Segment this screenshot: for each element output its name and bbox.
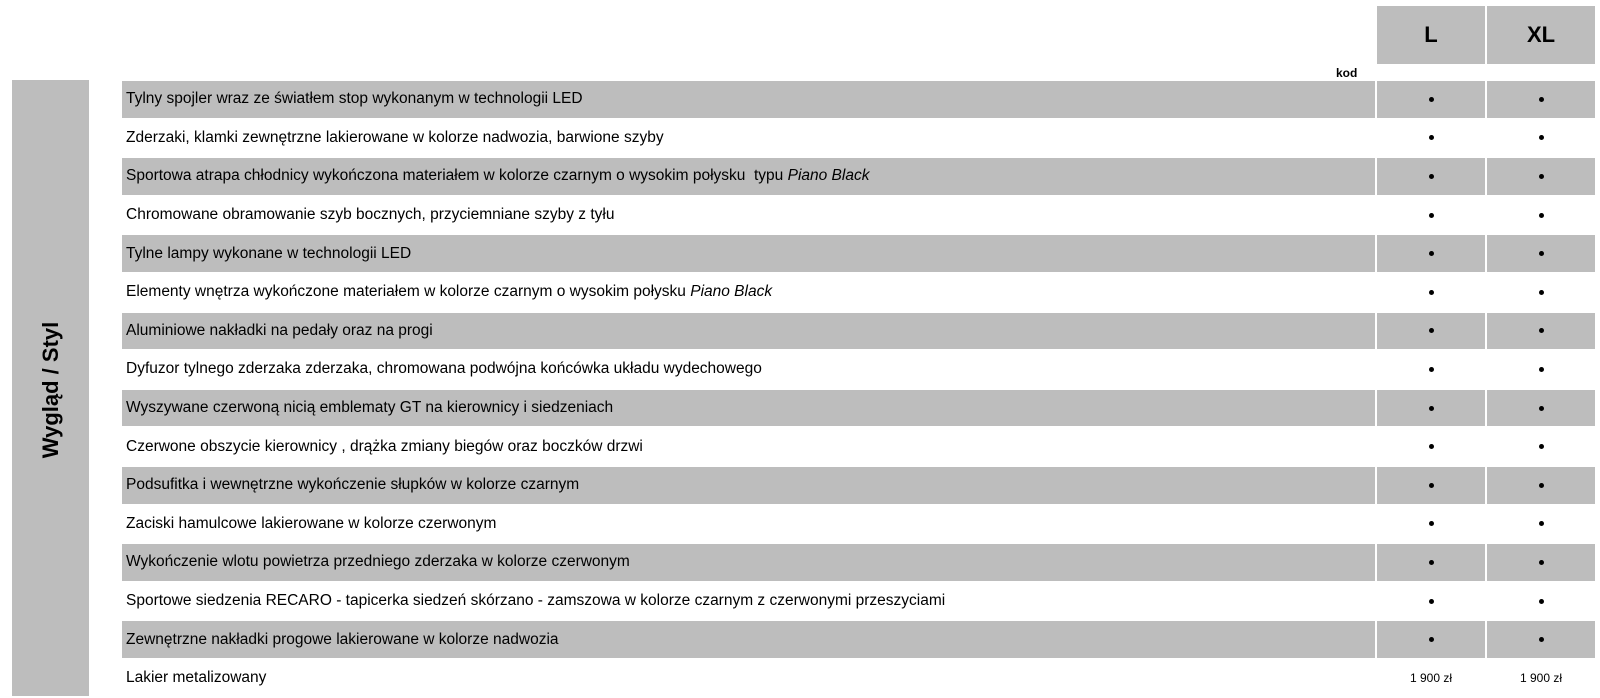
table-row — [0, 312, 1600, 351]
value-cell-l — [1377, 274, 1485, 311]
feature-text: Aluminiowe nakładki na pedały oraz na progi — [126, 321, 433, 339]
kod-cell — [1316, 660, 1375, 697]
value-cell-xl — [1487, 158, 1595, 195]
included-bullet — [1539, 135, 1544, 140]
value-cell-xl — [1487, 351, 1595, 388]
price-value: 1 900 zł — [1409, 671, 1453, 686]
table-row — [0, 119, 1600, 158]
value-cell-xl — [1487, 197, 1595, 234]
feature-description — [122, 621, 1318, 658]
included-bullet — [1429, 135, 1434, 140]
included-bullet — [1539, 637, 1544, 642]
value-cell-l — [1377, 197, 1485, 234]
value-cell-xl — [1487, 81, 1595, 118]
kod-cell — [1316, 621, 1375, 658]
price-value: 1 900 zł — [1519, 671, 1563, 686]
included-bullet — [1539, 599, 1544, 604]
column-header-l: L — [1377, 6, 1485, 64]
feature-description — [122, 506, 1318, 543]
kod-cell — [1316, 428, 1375, 465]
included-bullet — [1539, 521, 1544, 526]
table-row — [0, 157, 1600, 196]
value-cell-l — [1377, 81, 1485, 118]
equipment-table — [0, 80, 1600, 698]
kod-cell — [1316, 351, 1375, 388]
feature-text: Podsufitka i wewnętrzne wykończenie słupków w kolorze czarnym — [126, 476, 580, 494]
feature-description — [122, 158, 1318, 195]
included-bullet — [1539, 213, 1544, 218]
section-label: Wygląd / Styl — [37, 321, 63, 459]
feature-description — [122, 428, 1318, 465]
table-row — [0, 389, 1600, 428]
included-bullet — [1429, 637, 1434, 642]
included-bullet — [1539, 560, 1544, 565]
table-row — [0, 659, 1600, 698]
included-bullet — [1539, 328, 1544, 333]
feature-description — [122, 390, 1318, 427]
value-cell-xl — [1487, 544, 1595, 581]
table-row — [0, 80, 1600, 119]
column-header-kod: kod — [1336, 66, 1358, 80]
value-cell-xl — [1487, 235, 1595, 272]
value-cell-l — [1377, 313, 1485, 350]
table-row — [0, 505, 1600, 544]
feature-description — [122, 583, 1318, 620]
feature-text: Zewnętrzne nakładki progowe lakierowane w kolorze nadwozia — [126, 630, 559, 648]
table-row — [0, 196, 1600, 235]
feature-text: Tylne lampy wykonane w technologii LED — [126, 244, 412, 262]
kod-cell — [1316, 313, 1375, 350]
included-bullet — [1429, 521, 1434, 526]
value-cell-xl — [1487, 506, 1595, 543]
kod-cell — [1316, 235, 1375, 272]
value-cell-l — [1377, 506, 1485, 543]
included-bullet — [1429, 213, 1434, 218]
included-bullet — [1429, 97, 1434, 102]
included-bullet — [1429, 560, 1434, 565]
kod-cell — [1316, 120, 1375, 157]
kod-cell — [1316, 467, 1375, 504]
value-cell-xl — [1487, 583, 1595, 620]
value-cell-xl — [1487, 390, 1595, 427]
table-row — [0, 273, 1600, 312]
table-row — [0, 620, 1600, 659]
value-cell-l — [1377, 467, 1485, 504]
feature-text: Elementy wnętrza wykończone materiałem w kolorze czarnym o wysokim połysku — [126, 283, 691, 301]
value-cell-xl — [1487, 428, 1595, 465]
value-cell-l — [1377, 428, 1485, 465]
value-cell-l — [1377, 621, 1485, 658]
feature-text: Dyfuzor tylnego zderzaka zderzaka, chromowana podwójna końcówka układu wydechowego — [126, 360, 762, 378]
included-bullet — [1539, 290, 1544, 295]
feature-description — [122, 235, 1318, 272]
feature-text: Zderzaki, klamki zewnętrzne lakierowane w kolorze nadwozia, barwione szyby — [126, 128, 664, 146]
feature-text-italic: Piano Black — [690, 283, 773, 301]
kod-cell — [1316, 506, 1375, 543]
feature-description — [122, 544, 1318, 581]
feature-text: Wykończenie wlotu powietrza przedniego zderzaka w kolorze czerwonym — [126, 553, 630, 571]
feature-description — [122, 351, 1318, 388]
table-row — [0, 427, 1600, 466]
feature-description — [122, 467, 1318, 504]
value-cell-l — [1377, 544, 1485, 581]
feature-text: Sportowa atrapa chłodnicy wykończona materiałem w kolorze czarnym o wysokim połysku typu — [126, 167, 788, 185]
value-cell-l — [1377, 120, 1485, 157]
value-cell-l — [1377, 390, 1485, 427]
feature-text: Czerwone obszycie kierownicy , drążka zmiany biegów oraz boczków drzwi — [126, 437, 643, 455]
table-row — [0, 466, 1600, 505]
feature-description — [122, 274, 1318, 311]
value-cell-xl — [1487, 120, 1595, 157]
feature-text: Zaciski hamulcowe lakierowane w kolorze czerwonym — [126, 514, 497, 532]
kod-cell — [1316, 81, 1375, 118]
included-bullet — [1539, 444, 1544, 449]
value-cell-xl — [1487, 467, 1595, 504]
value-cell-xl — [1487, 660, 1595, 697]
kod-cell — [1316, 158, 1375, 195]
table-row — [0, 582, 1600, 621]
included-bullet — [1539, 251, 1544, 256]
value-cell-xl — [1487, 274, 1595, 311]
feature-description — [122, 313, 1318, 350]
included-bullet — [1539, 483, 1544, 488]
value-cell-l — [1377, 583, 1485, 620]
value-cell-l — [1377, 158, 1485, 195]
feature-text: Sportowe siedzenia RECARO - tapicerka siedzeń skórzano - zamszowa w kolorze czarnym z czerwonymi przeszyciami — [126, 592, 946, 610]
kod-cell — [1316, 390, 1375, 427]
feature-description — [122, 120, 1318, 157]
feature-text: Tylny spojler wraz ze światłem stop wykonanym w technologii LED — [126, 90, 583, 108]
included-bullet — [1429, 406, 1434, 411]
feature-text: Lakier metalizowany — [126, 669, 267, 687]
kod-cell — [1316, 274, 1375, 311]
feature-description — [122, 81, 1318, 118]
included-bullet — [1539, 97, 1544, 102]
included-bullet — [1429, 328, 1434, 333]
feature-text: Chromowane obramowanie szyb bocznych, przyciemniane szyby z tyłu — [126, 206, 615, 224]
kod-cell — [1316, 197, 1375, 234]
included-bullet — [1429, 290, 1434, 295]
table-row — [0, 234, 1600, 273]
included-bullet — [1429, 251, 1434, 256]
value-cell-l — [1377, 660, 1485, 697]
value-cell-l — [1377, 351, 1485, 388]
included-bullet — [1429, 599, 1434, 604]
value-cell-xl — [1487, 621, 1595, 658]
kod-cell — [1316, 583, 1375, 620]
feature-description — [122, 660, 1318, 697]
kod-cell — [1316, 544, 1375, 581]
feature-text: Wyszywane czerwoną nicią emblematy GT na kierownicy i siedzeniach — [126, 399, 614, 417]
included-bullet — [1539, 174, 1544, 179]
column-header-xl: XL — [1487, 6, 1595, 64]
included-bullet — [1429, 483, 1434, 488]
feature-description — [122, 197, 1318, 234]
table-row — [0, 543, 1600, 582]
table-row — [0, 350, 1600, 389]
feature-text-italic: Piano Black — [787, 167, 870, 185]
included-bullet — [1429, 444, 1434, 449]
included-bullet — [1429, 367, 1434, 372]
included-bullet — [1539, 367, 1544, 372]
value-cell-xl — [1487, 313, 1595, 350]
value-cell-l — [1377, 235, 1485, 272]
included-bullet — [1429, 174, 1434, 179]
included-bullet — [1539, 406, 1544, 411]
